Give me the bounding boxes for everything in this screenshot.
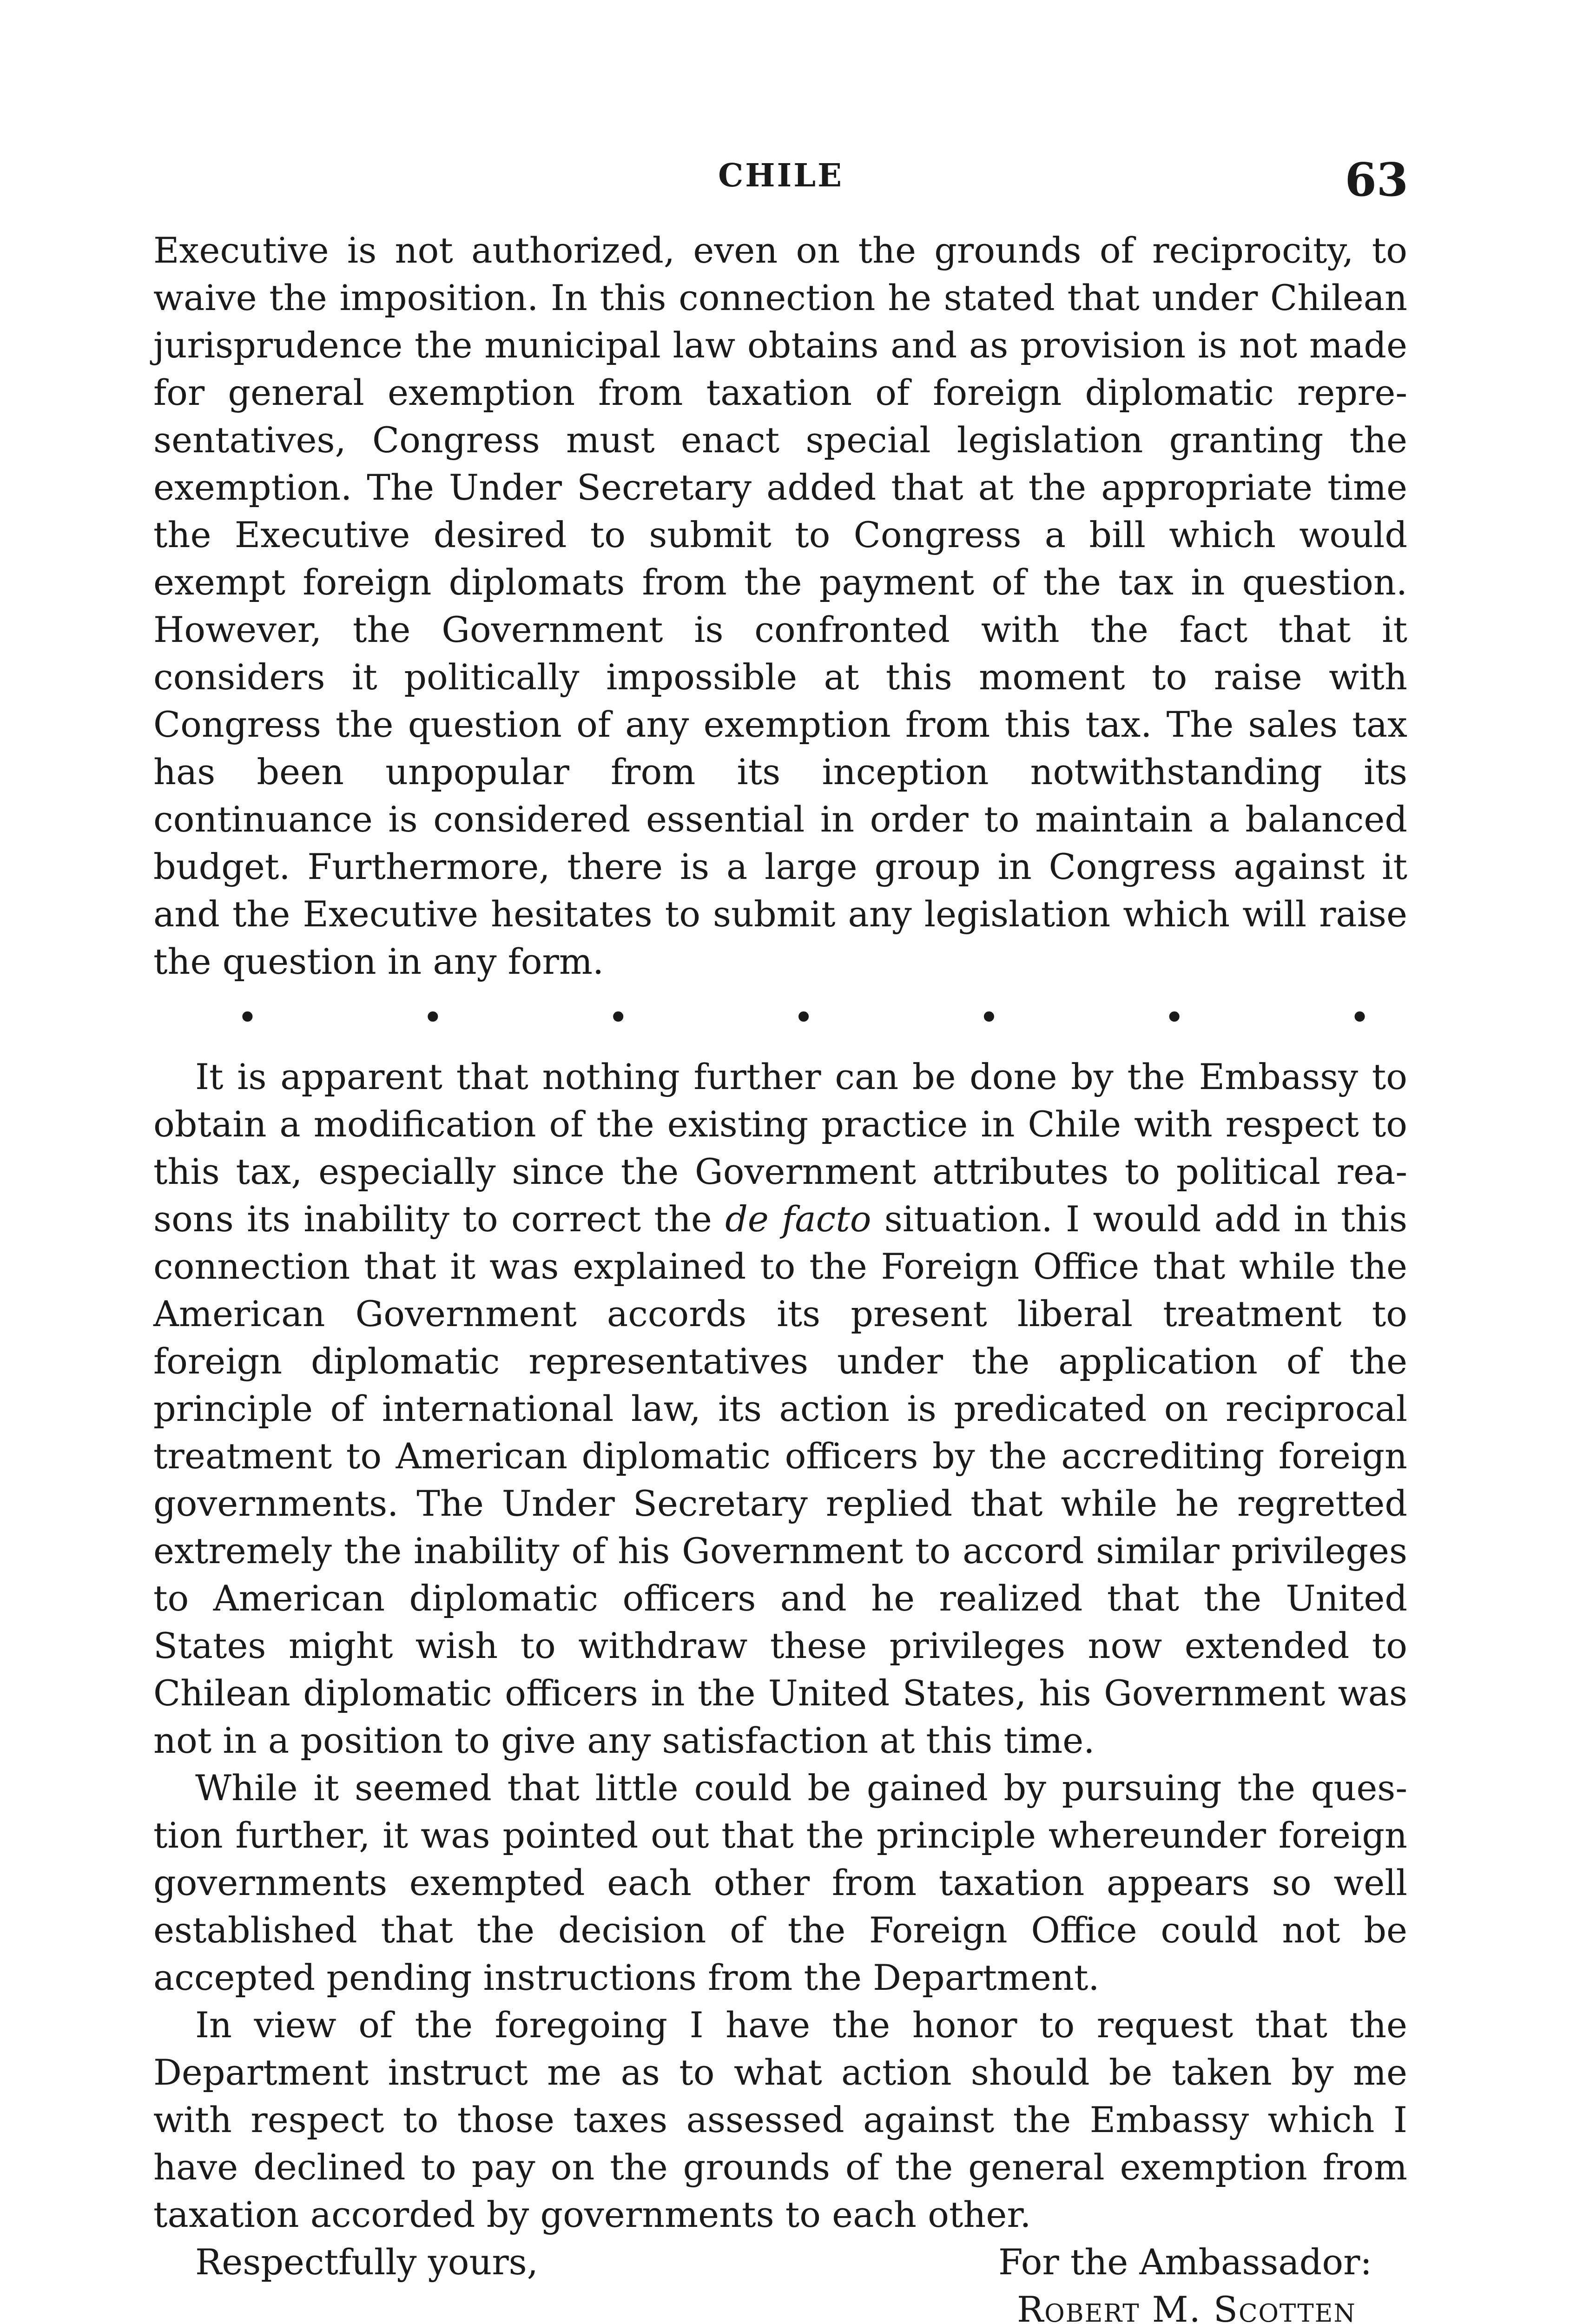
paragraph-embassy-text-a: It is apparent that nothing further can be done by the Embassy to obtain a modification of the existing practice in Chile with respect to this tax, especially since the Government attributes to political reasons its inability to correct the <box>153 1056 1407 1240</box>
body-text <box>153 227 1407 2324</box>
running-head: CHILE <box>718 157 844 194</box>
ellipsis-row <box>153 992 1407 1043</box>
ellipsis-dot: • <box>1349 997 1370 1038</box>
ellipsis-dot: • <box>978 997 1000 1038</box>
for-ambassador-line: For the Ambassador: <box>998 2241 1372 2283</box>
page-header <box>153 153 1408 209</box>
closing-block <box>153 2238 1407 2324</box>
ellipsis-dot: • <box>1164 997 1185 1038</box>
ellipsis-dot: • <box>237 997 258 1038</box>
signature-block <box>998 2238 1398 2324</box>
ellipsis-dot: • <box>607 997 629 1038</box>
signer-name: Robert M. Scotten <box>1017 2289 1356 2324</box>
paragraph-embassy-text-b: situation. I would add in this connection that it was explained to the Foreign Office that while the American Government accords its present liberal treatment to foreign diplomatic representatives under the application of the principle of international law, its action is predicated on reciprocal treatment to American diplomatic officers by the accrediting foreign governments. The Under Secretary replied that while he regretted extremely the inability of his Government to accord similar privileges to American diplomatic officers and he realized that the United States might wish to withdraw these privileges now extended to Chilean diplomatic officers in the United States, his Government was not in a position to give any satisfaction at this time. <box>153 1198 1407 1761</box>
paragraph-request: In view of the foregoing I have the honor to request that the Department instruct me as to what action should be taken by me with respect to those taxes assessed against the Embassy which I have declined to pay on the grounds of the general exemption from taxation accorded by governments to each other. <box>153 2004 1407 2235</box>
paragraph-question: While it seemed that little could be gained by pursuing the question further, it was pointed out that the principle whereunder foreign governments exempted each other from taxation appears so well established that the decision of the Foreign Office could not be accepted pending instructions from the Department. <box>153 1767 1407 1998</box>
ellipsis-dot: • <box>793 997 814 1038</box>
de-facto-italic: de facto <box>725 1198 871 1240</box>
page-number: 63 <box>1345 153 1408 207</box>
ellipsis-dot: • <box>422 997 443 1038</box>
paragraph-embassy <box>153 1053 1407 1764</box>
paragraph-continuation: Executive is not authorized, even on the grounds of reciprocity, to waive the imposition. In this connection he stated that under Chilean jurisprudence the municipal law obtains and as provision is not made for general exemption from taxation of foreign diplomatic representatives, Congress must enact special legislation granting the exemption. The Under Secretary added that at the appropriate time the Executive desired to submit to Congress a bill which would exempt foreign diplomats from the payment of the tax in question. However, the Government is confronted with the fact that it considers it politically impossible at this moment to raise with Congress the question of any exemption from this tax. The sales tax has been unpopular from its inception notwithstanding its continuance is considered essential in order to maintain a balanced budget. Furthermore, there is a large group in Congress against it and the Executive hesitates to submit any legislation which will raise the question in any form. <box>153 230 1407 982</box>
salutation: Respectfully yours, <box>195 2241 538 2283</box>
